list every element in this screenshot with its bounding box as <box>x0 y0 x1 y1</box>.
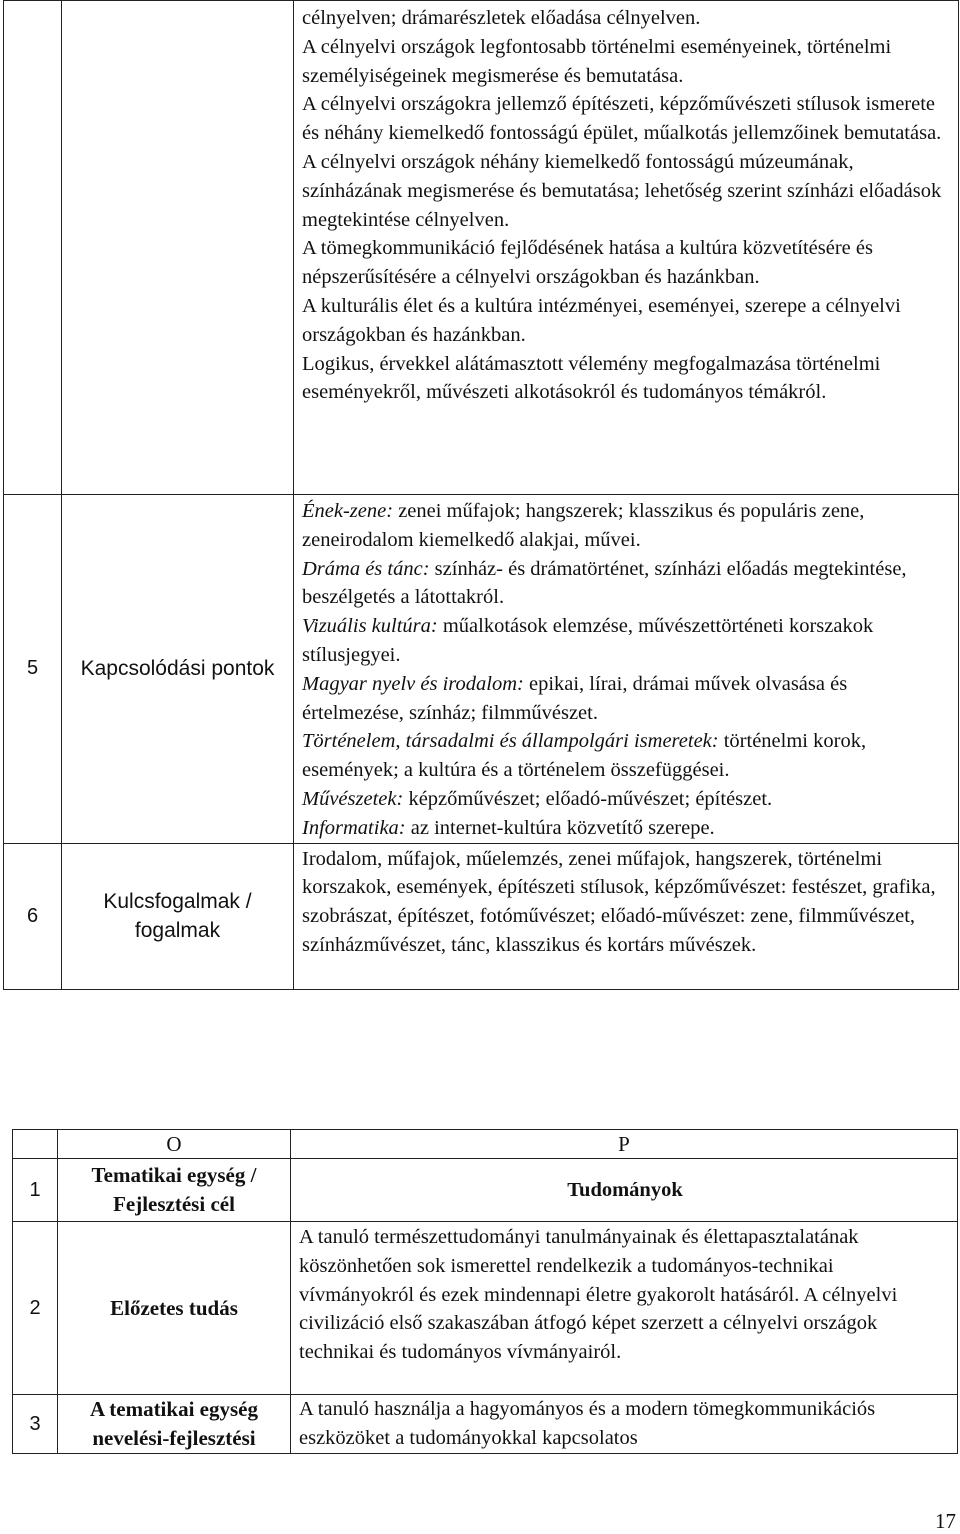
table-row <box>13 1395 958 1454</box>
subject-text: képzőművészet; előadó-művészet; építészet. <box>403 787 773 810</box>
row-label: Előzetes tudás <box>58 1222 291 1395</box>
row-label-cell <box>62 1 294 495</box>
connection-item <box>302 555 952 613</box>
subject-text: történelmi korok, események; a kultúra és a történelem összefüggései. <box>302 730 867 782</box>
row-value: Tudományok <box>291 1159 958 1222</box>
row-num: 1 <box>13 1159 58 1222</box>
connection-points-cell <box>294 495 959 844</box>
connection-item <box>302 670 952 728</box>
row-label: A tematikai egység nevelési-fejlesztési <box>58 1395 291 1454</box>
table-row <box>13 1222 958 1395</box>
subject-name: Dráma és tánc: <box>302 557 430 580</box>
connection-item <box>302 785 952 814</box>
intro-line: A tömegkommunikáció fejlődésének hatása a kultúra közvetítésére és népszerűsítésére a célnyelvi országokban és hazánkban. <box>302 237 873 289</box>
page-number: 17 <box>935 1509 956 1533</box>
intro-line: A célnyelvi országok néhány kiemelkedő fontosságú múzeumának, színházának megismerése és bemutatása; lehetőség szerint színházi előadások megtekintése célnyelven. <box>302 150 942 231</box>
table-row <box>4 1 959 495</box>
curriculum-table-top <box>3 0 959 990</box>
row-label: Kapcsolódási pontok <box>62 495 294 844</box>
subject-text: műalkotások elemzése, művészettörténeti korszakok stílusjegyei. <box>302 615 874 666</box>
subject-text: az internet-kultúra közvetítő szerepe. <box>405 816 715 839</box>
subject-name: Magyar nyelv és irodalom: <box>302 672 524 695</box>
intro-line: A célnyelvi országok legfontosabb történelmi eseményeinek, történelmi személyiségeinek megismerése és bemutatása. <box>302 35 892 87</box>
row-num: 3 <box>13 1395 58 1454</box>
key-concepts-text: Irodalom, műfajok, műelemzés, zenei műfajok, hangszerek, történelmi korszakok, események, építészeti stílusok, képzőművészet: festészet, grafika, szobrászat, építészet, fotóművészet; előadó-művészet: zene, filmművészet, színházművészet, tánc, klasszikus és kortárs művészek. <box>302 847 936 956</box>
row-num: 2 <box>13 1222 58 1395</box>
subject-name: Művészetek: <box>302 787 404 810</box>
intro-line: Logikus, érvekkel alátámasztott vélemény megfogalmazása történelmi eseményekről, művészeti alkotásokról és tudományos témákról. <box>302 352 881 404</box>
subject-name: Informatika: <box>302 816 406 839</box>
subject-text: zenei műfajok; hangszerek; klasszikus és populáris zene, zeneirodalom kiemelkedő alakjai, művei. <box>302 500 865 551</box>
row-value: A tanuló használja a hagyományos és a modern tömegkommunikációs eszközöket a tudományokkal kapcsolatos <box>291 1395 958 1454</box>
subject-name: Történelem, társadalmi és állampolgári ismeretek: <box>302 730 719 753</box>
subject-name: Vizuális kultúra: <box>302 615 438 638</box>
subject-name: Ének-zene: <box>302 500 394 522</box>
intro-line: célnyelven; drámarészletek előadása célnyelven. <box>302 7 701 29</box>
subject-text: epikai, lírai, drámai művek olvasása és értelmezése, színház; filmművészet. <box>302 672 848 724</box>
column-header-row <box>13 1130 958 1159</box>
column-header-p: P <box>291 1130 958 1159</box>
table-row <box>13 1159 958 1222</box>
table-row <box>4 495 959 844</box>
row-content-cell <box>294 1 959 495</box>
row-num-cell <box>4 1 62 495</box>
table-row <box>4 843 959 989</box>
row-label: Tematikai egység / Fejlesztési cél <box>58 1159 291 1222</box>
key-concepts-cell <box>294 843 959 989</box>
row-num: 6 <box>4 843 62 989</box>
intro-line: A kulturális élet és a kultúra intézményei, eseményei, szerepe a célnyelvi országokban és hazánkban. <box>302 294 901 346</box>
connection-item <box>302 612 952 670</box>
connection-item <box>302 497 952 555</box>
row-value: A tanuló természettudományi tanulmányainak és élettapasztalatának köszönhetően sok ismerettel rendelkezik a tudományos-technikai vívmányokról és ezek mindennapi életre gyakorolt hatásáról. A célnyelvi civilizáció első szakaszában átfogó képet szerzett a célnyelvi országok technikai és tudományos vívmányairól. <box>291 1222 958 1395</box>
subject-text: színház- és drámatörténet, színházi előadás megtekintése, beszélgetés a látottakról. <box>302 557 907 609</box>
intro-line: A célnyelvi országokra jellemző építészeti, képzőművészeti stílusok ismerete és néhány kiemelkedő fontosságú épület, műalkotás jellemzőinek bemutatása. <box>302 93 942 145</box>
curriculum-table-bottom <box>12 1129 958 1454</box>
connection-item <box>302 727 952 785</box>
row-num: 5 <box>4 495 62 844</box>
connection-item <box>302 814 952 843</box>
column-header-o: O <box>58 1130 291 1159</box>
row-label: Kulcsfogalmak / fogalmak <box>62 843 294 989</box>
